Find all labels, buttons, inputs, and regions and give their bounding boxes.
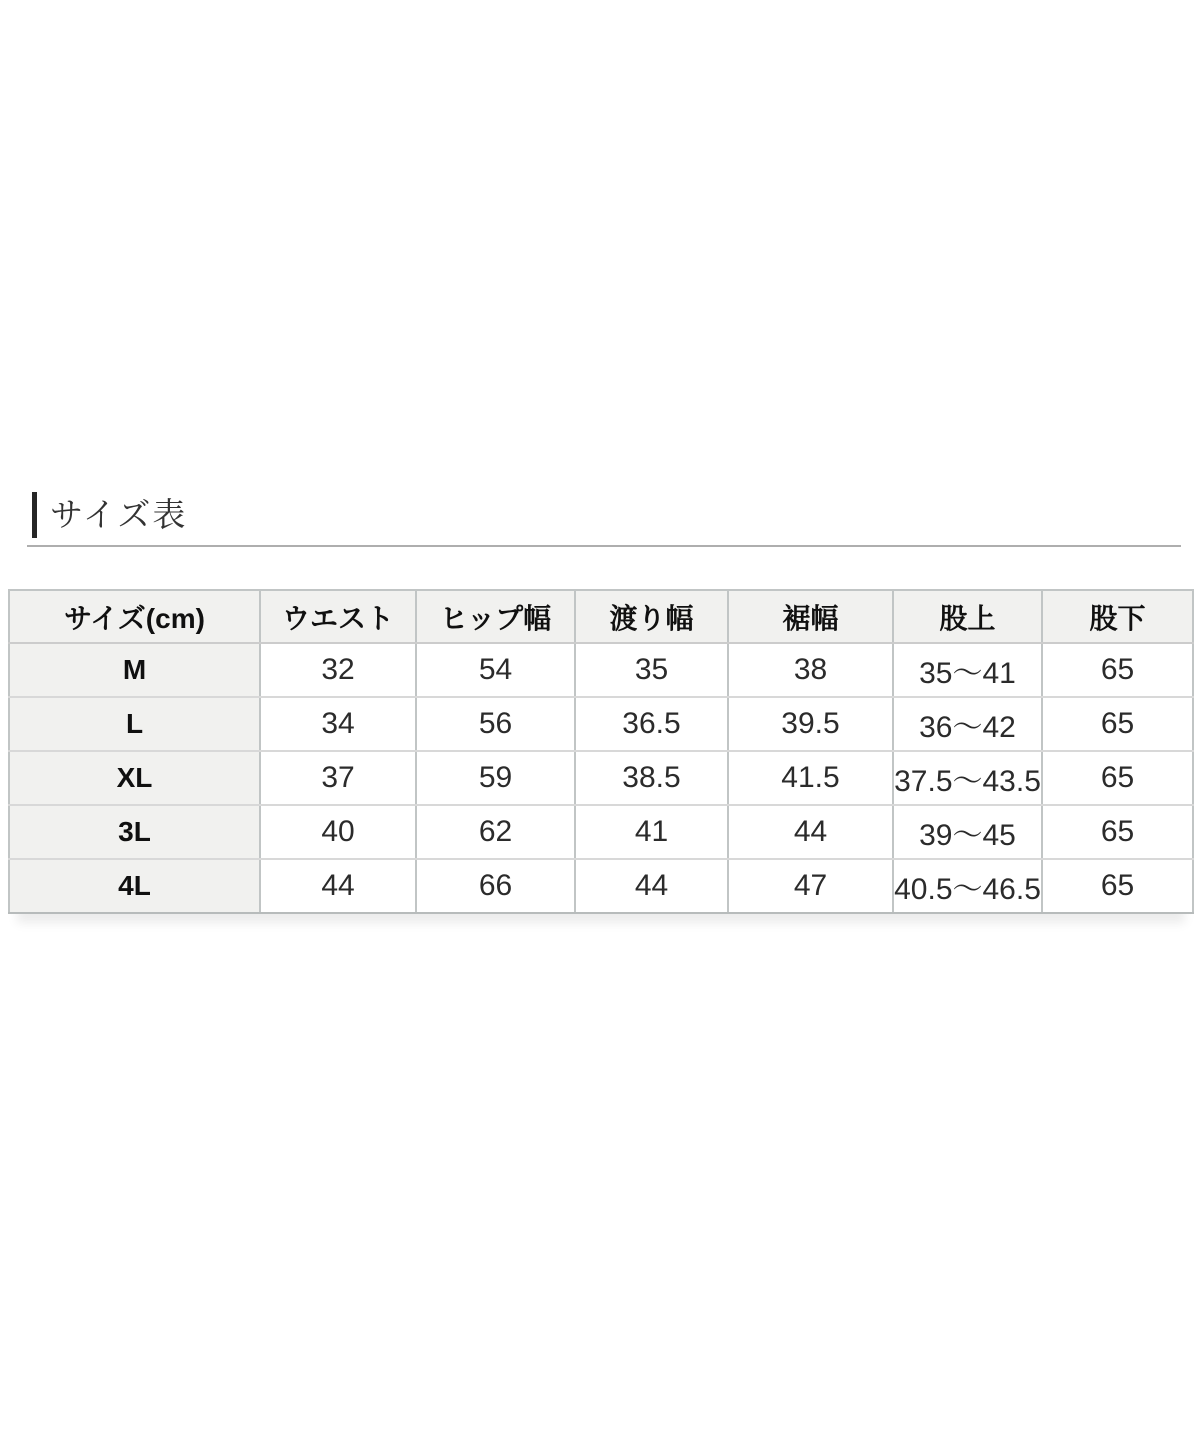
value-cell: 44 — [575, 859, 728, 913]
value-cell: 36.5 — [575, 697, 728, 751]
value-cell: 36〜42 — [893, 697, 1042, 751]
column-header-inseam: 股下 — [1042, 590, 1193, 643]
size-cell: 3L — [9, 805, 260, 859]
column-header-waist: ウエスト — [260, 590, 416, 643]
size-cell: L — [9, 697, 260, 751]
value-cell: 65 — [1042, 859, 1193, 913]
value-cell: 47 — [728, 859, 893, 913]
value-cell: 40 — [260, 805, 416, 859]
table-row-m — [9, 643, 1193, 697]
value-cell: 39.5 — [728, 697, 893, 751]
value-cell: 37 — [260, 751, 416, 805]
section-title-row — [32, 492, 187, 538]
value-cell: 54 — [416, 643, 575, 697]
size-cell: 4L — [9, 859, 260, 913]
table-row-xl — [9, 751, 1193, 805]
size-cell: M — [9, 643, 260, 697]
value-cell: 41.5 — [728, 751, 893, 805]
column-header-rise: 股上 — [893, 590, 1042, 643]
value-cell: 44 — [260, 859, 416, 913]
column-header-hem: 裾幅 — [728, 590, 893, 643]
value-cell: 65 — [1042, 805, 1193, 859]
column-header-size: サイズ(cm) — [9, 590, 260, 643]
value-cell: 35〜41 — [893, 643, 1042, 697]
title-divider — [27, 545, 1181, 547]
value-cell: 65 — [1042, 751, 1193, 805]
value-cell: 37.5〜43.5 — [893, 751, 1042, 805]
table-row-4l — [9, 859, 1193, 913]
value-cell: 66 — [416, 859, 575, 913]
value-cell: 40.5〜46.5 — [893, 859, 1042, 913]
size-chart-table — [8, 589, 1194, 914]
title-accent-bar — [32, 492, 37, 538]
table-row-l — [9, 697, 1193, 751]
value-cell: 39〜45 — [893, 805, 1042, 859]
column-header-hip: ヒップ幅 — [416, 590, 575, 643]
section-title: サイズ表 — [50, 496, 188, 533]
value-cell: 65 — [1042, 697, 1193, 751]
header-row — [9, 590, 1193, 643]
value-cell: 56 — [416, 697, 575, 751]
column-header-thigh: 渡り幅 — [575, 590, 728, 643]
value-cell: 38 — [728, 643, 893, 697]
value-cell: 32 — [260, 643, 416, 697]
value-cell: 62 — [416, 805, 575, 859]
value-cell: 34 — [260, 697, 416, 751]
value-cell: 44 — [728, 805, 893, 859]
size-cell: XL — [9, 751, 260, 805]
value-cell: 59 — [416, 751, 575, 805]
table-row-3l — [9, 805, 1193, 859]
value-cell: 38.5 — [575, 751, 728, 805]
value-cell: 35 — [575, 643, 728, 697]
value-cell: 41 — [575, 805, 728, 859]
value-cell: 65 — [1042, 643, 1193, 697]
